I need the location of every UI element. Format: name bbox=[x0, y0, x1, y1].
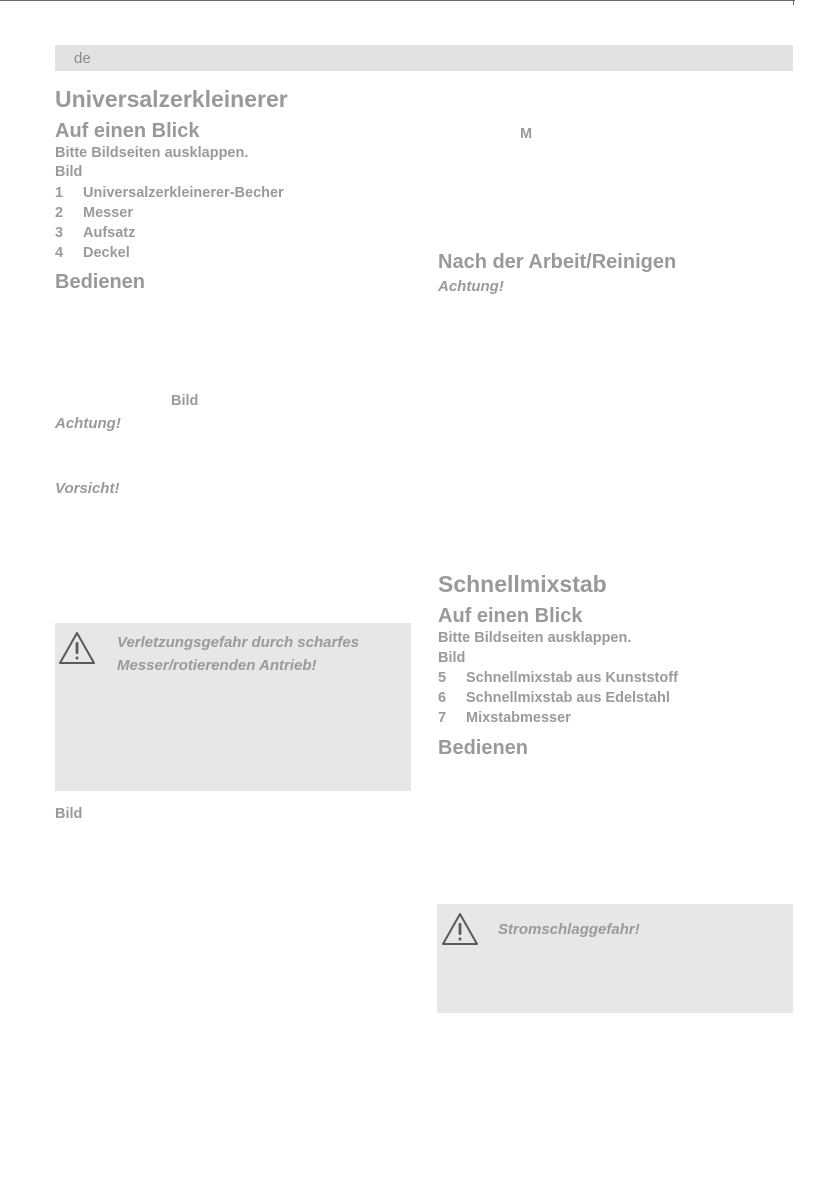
list-item-number: 3 bbox=[55, 225, 64, 241]
figure-label: Bild bbox=[438, 650, 466, 666]
figure-label: Bild bbox=[171, 393, 199, 409]
list-item: Schnellmixstab aus Kunststoff bbox=[466, 670, 678, 686]
attention-label: Achtung! bbox=[55, 415, 121, 432]
list-item: Universalzerkleinerer-Becher bbox=[83, 185, 284, 201]
list-item-number: 1 bbox=[55, 185, 64, 201]
list-item: Aufsatz bbox=[83, 225, 136, 241]
section-title-schnellmixstab: Schnellmixstab bbox=[438, 571, 607, 597]
list-item: Schnellmixstab aus Edelstahl bbox=[466, 690, 670, 706]
warning-text-injury bbox=[117, 631, 359, 677]
after-work-heading: Nach der Arbeit/Reinigen bbox=[438, 251, 677, 273]
list-item-number: 7 bbox=[438, 710, 447, 726]
list-item-number: 5 bbox=[438, 670, 447, 686]
figure-label: Bild bbox=[55, 806, 83, 822]
warning-triangle-icon bbox=[58, 631, 96, 665]
caution-label: Vorsicht! bbox=[55, 480, 120, 497]
list-item: Deckel bbox=[83, 245, 130, 261]
overview-heading: Auf einen Blick bbox=[438, 605, 583, 627]
figure-label: Bild bbox=[55, 164, 83, 180]
list-item-number: 4 bbox=[55, 245, 64, 261]
language-bar bbox=[55, 45, 793, 71]
list-item: Messer bbox=[83, 205, 133, 221]
overview-heading: Auf einen Blick bbox=[55, 120, 200, 142]
overview-instruction: Bitte Bildseiten ausklappen. bbox=[438, 630, 632, 646]
top-rule bbox=[0, 0, 795, 1]
language-code: de bbox=[74, 50, 91, 67]
operate-heading: Bedienen bbox=[55, 271, 146, 293]
operate-heading: Bedienen bbox=[438, 737, 529, 759]
section-title-universalzerkleinerer: Universalzerkleinerer bbox=[55, 86, 288, 112]
list-item-number: 2 bbox=[55, 205, 64, 221]
list-item: Mixstabmesser bbox=[466, 710, 571, 726]
top-rule-tick bbox=[793, 0, 794, 5]
text-fragment: M bbox=[520, 126, 533, 142]
list-item-number: 6 bbox=[438, 690, 447, 706]
warning-line: Verletzungsgefahr durch scharfes bbox=[117, 634, 360, 651]
attention-label: Achtung! bbox=[438, 278, 504, 295]
warning-triangle-icon bbox=[441, 912, 479, 946]
overview-instruction: Bitte Bildseiten ausklappen. bbox=[55, 145, 249, 161]
warning-text-electric: Stromschlaggefahr! bbox=[498, 921, 640, 938]
warning-line: Messer/rotierenden Antrieb! bbox=[117, 657, 317, 674]
